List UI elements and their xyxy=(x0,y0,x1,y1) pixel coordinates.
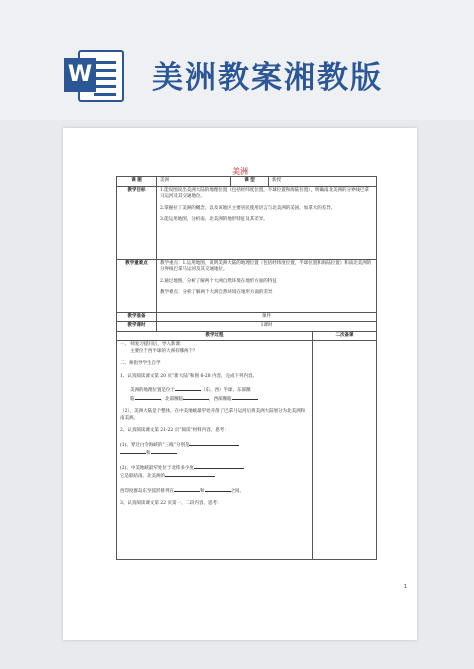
value-goals xyxy=(157,186,377,259)
table-row-key-points xyxy=(117,259,377,312)
fill-blank-line xyxy=(120,386,309,395)
secondary-prep-cell xyxy=(313,341,377,560)
blank-field[interactable] xyxy=(205,487,231,492)
section-heading: 二、师指导学生自学 xyxy=(120,361,161,367)
instruction-text: 2、认真阅读课文第 21-22 页“阅读”材料内容，思考： xyxy=(120,428,229,434)
goal-item: 1.能说图说出美洲大陆的地理位置（包括经纬度位置，半球位置和海陆位置），明确南北美洲的分界线巴拿马运河及其交通地位。 xyxy=(160,187,370,200)
label-goals: 教学目标 xyxy=(117,186,157,259)
value-prep: 课件 xyxy=(157,312,377,322)
key-point-item: 2.通过地图，分析了解两个大洲自然环境在地形方面的特征 xyxy=(160,278,277,284)
goal-item: 3.能运用地图，分析南、北美洲的地形特征及其差异。 xyxy=(160,217,268,223)
table-row-process-body xyxy=(117,341,377,560)
instruction-text: （2）、美洲大陆是个整体，在中美地峡最窄处开凿了巴拿马运河后将美洲大陆划分为北美洲和南美洲。 xyxy=(120,409,306,421)
text-segment: 和 xyxy=(146,451,151,457)
fill-blank-line xyxy=(120,441,309,450)
blank-field[interactable] xyxy=(135,395,161,400)
text-segment: ，北部濒临 xyxy=(160,396,183,402)
text-segment: (1)、穿过白令海峡的“三线”分别是 xyxy=(120,442,190,448)
table-row-goals xyxy=(117,186,377,259)
banner-title: 美洲教案湘教版 xyxy=(152,60,383,96)
blank-field[interactable] xyxy=(174,487,200,492)
fill-blank-line xyxy=(120,395,309,404)
text-segment: 临 xyxy=(130,396,135,402)
table-row-prep xyxy=(117,312,377,322)
key-point-item: 教学难点：分析了解两个大洲自然环境在地形方面的差异 xyxy=(160,290,273,296)
page-number: 1 xyxy=(403,584,407,590)
value-topic: 美洲 xyxy=(157,177,231,187)
blank-field[interactable] xyxy=(175,386,201,391)
document-title: 美洲 xyxy=(232,167,248,176)
text-segment: ，西部濒临 xyxy=(209,396,232,402)
text-segment: 它是联结南、北美洲的 xyxy=(120,474,165,480)
goal-item: 2.掌握拉丁美洲的概念，以及该地区主要居民使用语言与北美洲的美国，加拿大的差异。 xyxy=(160,205,336,211)
document-page xyxy=(63,128,417,640)
value-key-points xyxy=(157,259,377,312)
value-hours: 1课时 xyxy=(157,322,377,332)
blank-field[interactable] xyxy=(120,449,146,454)
fill-blank-line xyxy=(120,464,309,473)
blank-field[interactable] xyxy=(232,395,258,400)
fill-blank-line xyxy=(120,487,309,496)
word-letter-badge: W xyxy=(64,58,96,92)
label-process: 教学过程 xyxy=(117,331,313,341)
table-row-hours xyxy=(117,322,377,332)
blank-field[interactable] xyxy=(165,472,215,477)
header-banner xyxy=(0,0,474,120)
process-content xyxy=(117,341,313,560)
text-segment: 美洲的地理位置是位于 xyxy=(130,388,175,394)
blank-field[interactable] xyxy=(194,464,244,469)
text-segment: (2)、中美地峡最窄处位于北纬多少度 xyxy=(120,465,194,471)
label-lesson-type: 课 型 xyxy=(231,177,269,187)
question-text: 主要位于西半球的大洲有哪两个？ xyxy=(130,348,198,354)
text-segment: 之间。 xyxy=(230,488,244,494)
lesson-plan-table xyxy=(116,176,377,560)
label-prep: 教学准备 xyxy=(117,312,157,322)
value-lesson-type: 新授 xyxy=(269,177,377,187)
text-segment: 西印度群岛东至弧形排列在 xyxy=(120,488,174,494)
key-point-item: 教学重点：1.运用地图，说明美洲大陆的地理位置（包括经纬度位置，半球位置和海陆位置）和南北美洲的分界线巴拿马运河及其交通地位。 xyxy=(160,260,372,273)
text-segment: 和 xyxy=(200,488,205,494)
label-topic: 课 题 xyxy=(117,177,157,187)
instruction-text: 1、认真阅读课文第 20 页“新大陆”和图 6-28 内容，完成下列内容。 xyxy=(120,373,258,379)
label-hours: 教学课时 xyxy=(117,322,157,332)
label-key-points: 教学重难点 xyxy=(117,259,157,312)
process-section-1 xyxy=(120,342,309,355)
table-row-topic xyxy=(117,177,377,187)
fill-blank-line xyxy=(120,449,309,458)
blank-field[interactable] xyxy=(151,449,177,454)
blank-field[interactable] xyxy=(183,395,209,400)
text-segment: （东、西）半球，东部濒 xyxy=(201,388,251,394)
table-row-process-header xyxy=(117,331,377,341)
fill-blank-line xyxy=(120,472,309,481)
instruction-text: 3、认真阅读课文第 22 页第一、二段内容，思考： xyxy=(120,501,222,507)
label-secondary-prep: 二次备课 xyxy=(313,331,377,341)
blank-field[interactable] xyxy=(189,441,239,446)
word-document-icon xyxy=(64,48,126,104)
section-heading: 一、 师复习提问后，导入新课： xyxy=(120,342,185,348)
